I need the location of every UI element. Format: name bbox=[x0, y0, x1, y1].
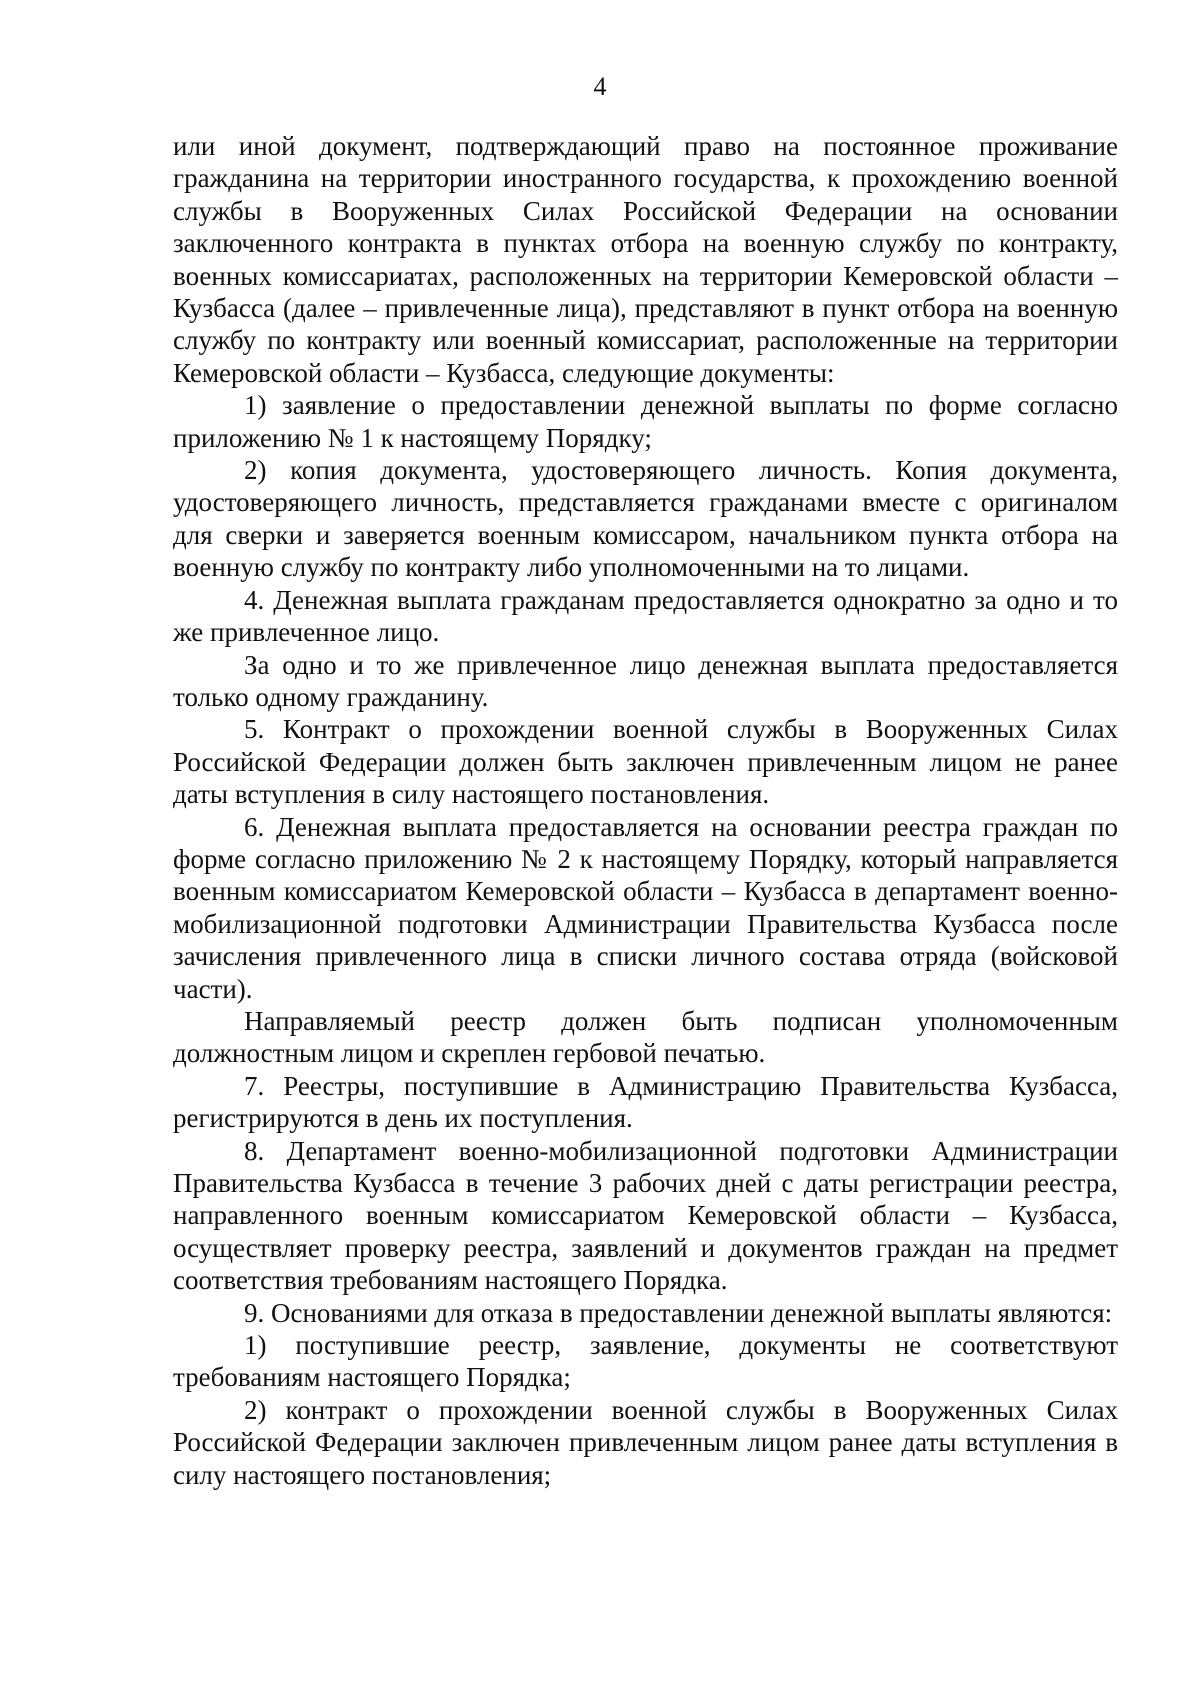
paragraph-item-1-application: 1) заявление о предоставлении денежной выплаты по форме согласно приложению № 1 к настоящему Порядку; bbox=[173, 390, 1118, 453]
page-number: 4 bbox=[593, 72, 607, 101]
paragraph-item-2-id-copy: 2) копия документа, удостоверяющего личность. Копия документа, удостоверяющего личность, представляется гражданами вместе с оригиналом для сверки и заверяется военным комиссаром, начальником пункта отбора на военную службу по контракту либо уполномоченными на то лицами. bbox=[173, 455, 1118, 583]
paragraph-clause-9: 9. Основаниями для отказа в предоставлении денежной выплаты являются: bbox=[244, 1297, 1113, 1328]
paragraph-clause-7: 7. Реестры, поступившие в Администрацию Правительства Кузбасса, регистрируются в день их поступления. bbox=[173, 1070, 1118, 1134]
paragraph-clause-4: 4. Денежная выплата гражданам предоставляется однократно за одно и то же привлеченное лицо. bbox=[173, 584, 1118, 648]
paragraph-continuation: или иной документ, подтверждающий право на постоянное проживание гражданина на территории иностранного государства, к прохождению военной службы в Вооруженных Силах Российской Федерации на основании заключенного контракта в пунктах отбора на военную службу по контракту, военных комиссариатах, расположенных на территории Кемеровской области – Кузбасса (далее – привлеченные лица), представляют в пункт отбора на военную службу по контракту или военный комиссариат, расположенные на территории Кемеровской области – Кузбасса, следующие документы: bbox=[173, 131, 1118, 388]
document-body bbox=[173, 130, 1118, 1491]
paragraph-clause-6-note: Направляемый реестр должен быть подписан уполномоченным должностным лицом и скреплен гербовой печатью. bbox=[173, 1005, 1118, 1069]
paragraph-refusal-item-1: 1) поступившие реестр, заявление, документы не соответствуют требованиям настоящего Порядка; bbox=[173, 1330, 1118, 1393]
paragraph-clause-8: 8. Департамент военно-мобилизационной подготовки Администрации Правительства Кузбасса в течение 3 рабочих дней с даты регистрации реестра, направленного военным комиссариатом Кемеровской области – Кузбасса, осуществляет проверку реестра, заявлений и документов граждан на предмет соответствия требованиям настоящего Порядка. bbox=[173, 1135, 1118, 1296]
paragraph-clause-4-note: За одно и то же привлеченное лицо денежная выплата предоставляется только одному гражданину. bbox=[173, 649, 1118, 712]
paragraph-clause-6: 6. Денежная выплата предоставляется на основании реестра граждан по форме согласно приложению № 2 к настоящему Порядку, который направляется военным комиссариатом Кемеровской области – Кузбасса в департамент военно-мобилизационной подготовки Администрации Правительства Кузбасса после зачисления привлеченного лица в списки личного состава отряда (войсковой части). bbox=[173, 811, 1118, 1004]
paragraph-refusal-item-2: 2) контракт о прохождении военной службы в Вооруженных Силах Российской Федерации заключен привлеченным лицом ранее даты вступления в силу настоящего постановления; bbox=[173, 1394, 1118, 1490]
paragraph-clause-5: 5. Контракт о прохождении военной службы в Вооруженных Силах Российской Федерации должен быть заключен привлеченным лицом не ранее даты вступления в силу настоящего постановления. bbox=[173, 714, 1118, 810]
